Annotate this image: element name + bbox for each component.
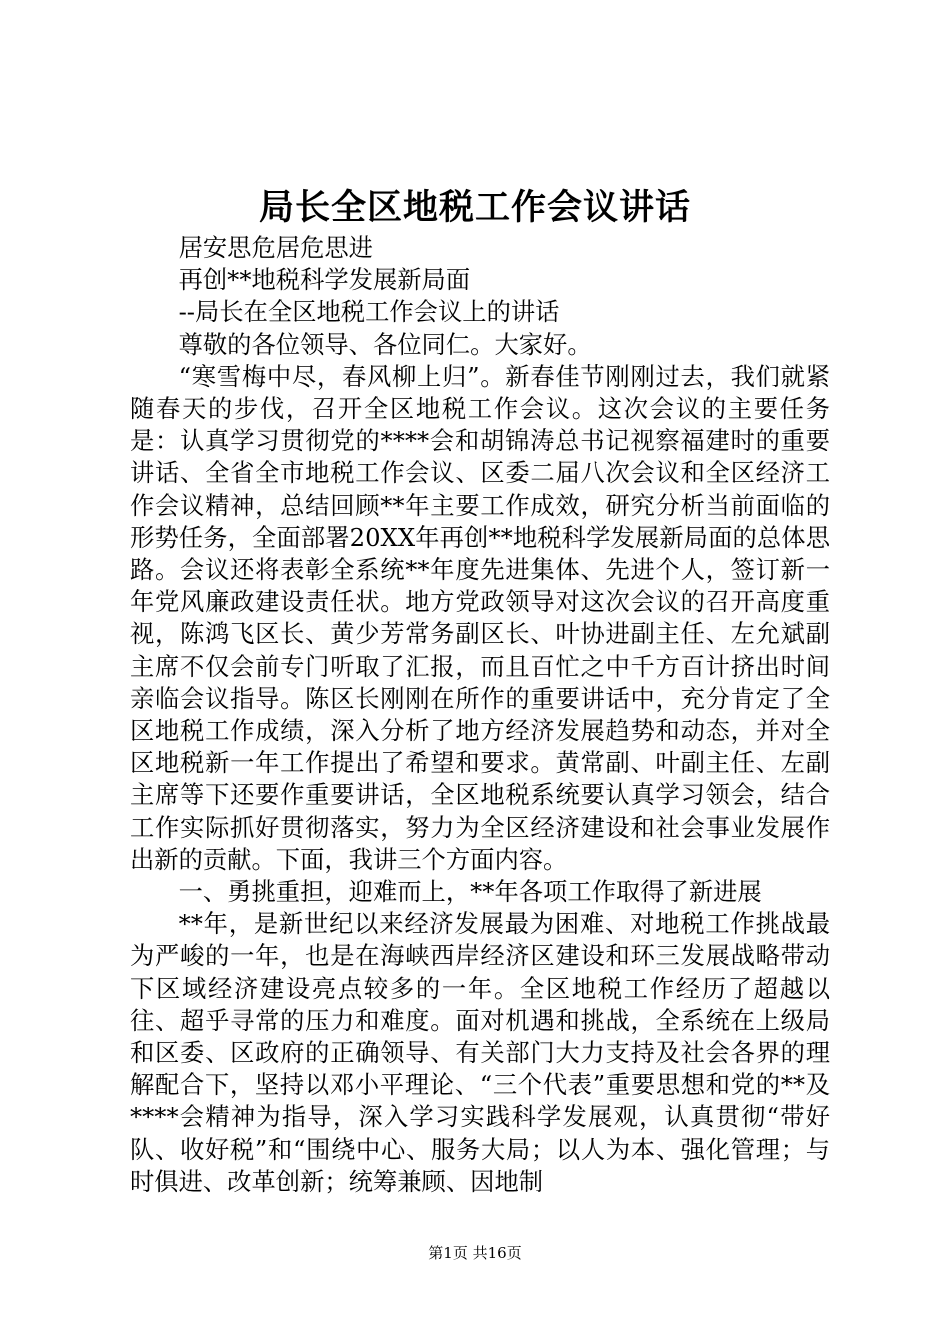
subtitle-line-3: --局长在全区地税工作会议上的讲话 [178,297,560,327]
page-number-footer: 第1页 共16页 [428,1244,522,1262]
subtitle-line-1: 居安思危居危思进 [178,233,373,262]
section-heading: 一、勇挑重担，迎难而上，**年各项工作取得了新进展 [178,877,762,907]
body-paragraph: **年，是新世纪以来经济发展最为困难、对地税工作挑战最为严峻的一年，也是在海峡西岸经济区建设和环三发展战略带动下区域经济建设亮点较多的一年。全区地税工作经历了超越以往、超乎寻常的压力和难度。面对机遇和挑战，全系统在上级局和区委、区政府的正确领导、有关部门大力支持及社会各界的理解配合下，坚持以邓小平理论、“三个代表”重要思想和党的**及****会精神为指导，深入学习实践科学发展观，认真贯彻“带好队、收好税”和“围绕中心、服务大局；以人为本、强化管理；与时俱进、改革创新；统筹兼顾、因地制 [130,909,830,1196]
document-title: 局长全区地税工作会议讲话 [258,187,691,228]
subtitle-line-2: 再创**地税科学发展新局面 [178,265,471,295]
body-paragraph: “寒雪梅中尽，春风柳上归”。新春佳节刚刚过去，我们就紧随春天的步伐，召开全区地税工作会议。这次会议的主要任务是：认真学习贯彻党的****会和胡锦涛总书记视察福建时的重要讲话、全省全市地税工作会议、区委二届八次会议和全区经济工作会议精神，总结回顾**年主要工作成效，研究分析当前面临的形势任务，全面部署20XX年再创**地税科学发展新局面的总体思路。会议还将表彰全系统**年度先进集体、先进个人，签订新一年党风廉政建设责任状。地方党政领导对这次会议的召开高度重视，陈鸿飞区长、黄少芳常务副区长、叶协进副主任、左允斌副主席不仅会前专门听取了汇报，而且百忙之中千方百计挤出时间亲临会议指导。陈区长刚刚在所作的重要讲话中，充分肯定了全区地税工作成绩，深入分析了地方经济发展趋势和动态，并对全区地税新一年工作提出了希望和要求。黄常副、叶副主任、左副主席等下还要作重要讲话，全区地税系统要认真学习领会，结合工作实际抓好贯彻落实，努力为全区经济建设和社会事业发展作出新的贡献。下面，我讲三个方面内容。 [130,361,830,874]
document-body [130,232,830,1198]
salutation: 尊敬的各位领导、各位同仁。大家好。 [178,329,592,359]
